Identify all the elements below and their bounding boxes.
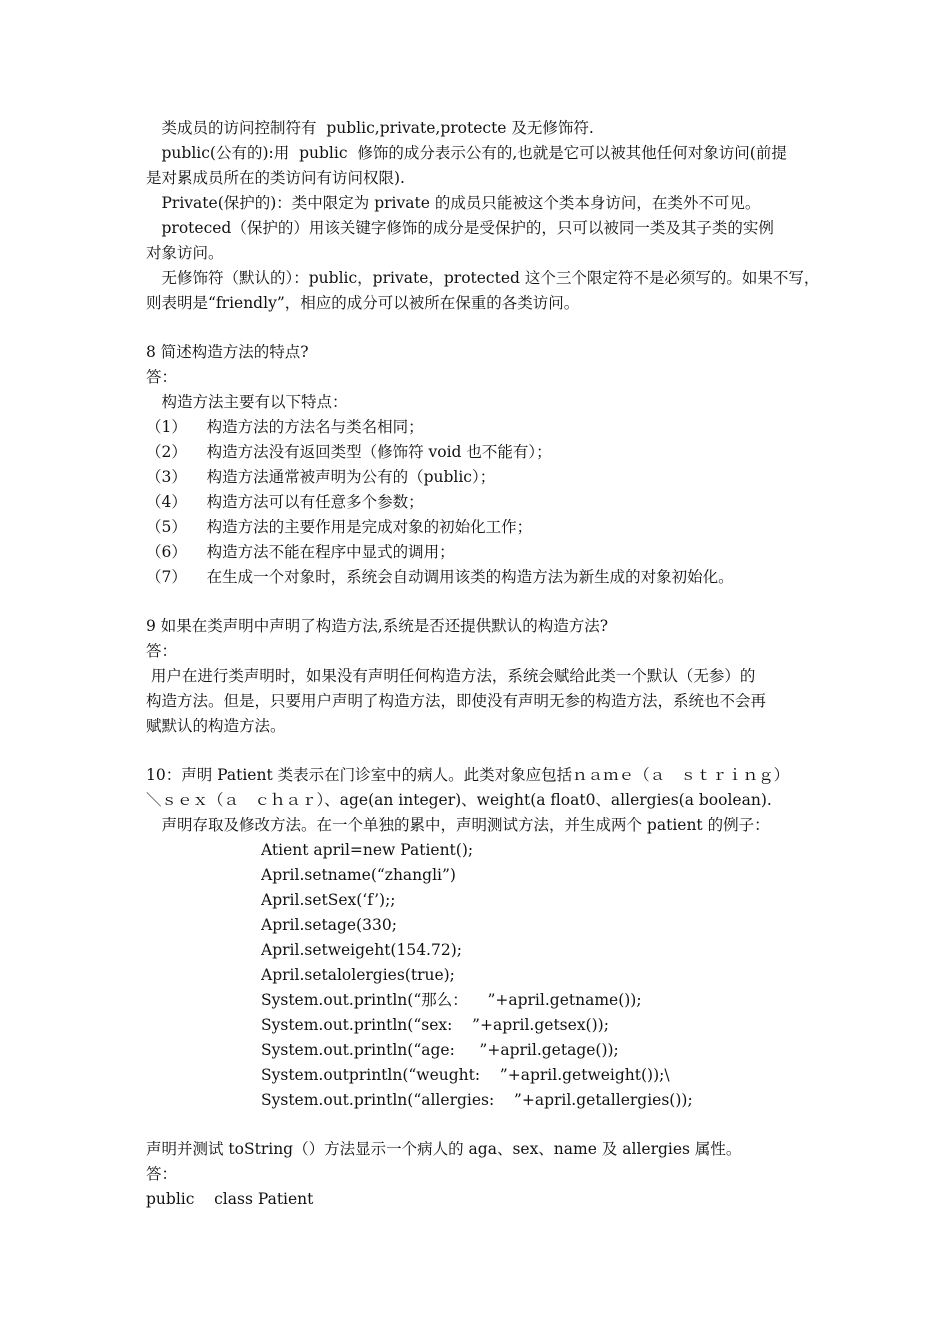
answer-label: 答： [146,1165,178,1183]
list-item: （7） 在生成一个对象时，系统会自动调用该类的构造方法为新生成的对象初始化。 [146,568,734,586]
tostring-question: 声明并测试 toString（）方法显示一个病人的 aga、sex、name 及 allergies 属性。 [146,1140,742,1158]
paragraph-line: 是对累成员所在的类访问有访问权限). [146,169,405,187]
code-line: April.setSex(‘f’);; [261,891,396,909]
paragraph-line: 无修饰符（默认的）：public，private，protected 这个三个限定符不是必须写的。如果不写， [146,269,820,287]
code-line: April.setweigeht(154.72); [261,941,462,959]
list-item: （2） 构造方法没有返回类型（修饰符 void 也不能有）； [146,443,552,461]
code-line: System.outprintln(“weught: ”+april.getweight());\ [261,1066,670,1084]
code-line: System.out.println(“allergies: ”+april.getallergies()); [261,1091,693,1109]
code-line: System.out.println(“sex: ”+april.getsex()); [261,1016,609,1034]
paragraph-line: 声明存取及修改方法。在一个单独的累中，声明测试方法，并生成两个 patient 的例子： [146,816,770,834]
paragraph-line: 对象访问。 [146,244,224,262]
paragraph-line: ＼ｓｅｘ（ａ ｃｈａｒ）、age(an integer)、weight(a float0、allergies(a boolean). [146,791,772,809]
paragraph-line: public(公有的):用 public 修饰的成分表示公有的,也就是它可以被其他任何对象访问(前提 [146,144,787,162]
question-10-heading: 10：声明 Patient 类表示在门诊室中的病人。此类对象应包括ｎａｍｅ（ａ ｓｔｒｉｎｇ） [146,766,790,784]
code-line: System.out.println(“那么： ”+april.getname()); [261,991,642,1009]
code-line: public class Patient [146,1190,314,1208]
paragraph-line: 类成员的访问控制符有 public,private,protecte 及无修饰符. [146,119,594,137]
paragraph-line: proteced（保护的）用该关键字修饰的成分是受保护的，只可以被同一类及其子类的实例 [146,219,774,237]
paragraph-line: 则表明是“friendly”，相应的成分可以被所在保重的各类访问。 [146,294,580,312]
answer-label: 答： [146,368,178,386]
code-line: April.setage(330; [261,916,397,934]
code-line: Atient april=new Patient(); [261,841,474,859]
paragraph-line: 构造方法。但是，只要用户声明了构造方法，即使没有声明无参的构造方法，系统也不会再 [146,692,767,710]
paragraph-line: 赋默认的构造方法。 [146,717,286,735]
code-line: System.out.println(“age: ”+april.getage()); [261,1041,619,1059]
answer-intro: 构造方法主要有以下特点： [146,393,348,411]
list-item: （1） 构造方法的方法名与类名相同； [146,418,424,436]
list-item: （4） 构造方法可以有任意多个参数； [146,493,424,511]
list-item: （3） 构造方法通常被声明为公有的（public）； [146,468,496,486]
paragraph-line: 用户在进行类声明时，如果没有声明任何构造方法，系统会赋给此类一个默认（无参）的 [146,667,756,685]
code-line: April.setalolergies(true); [261,966,455,984]
paragraph-line: Private(保护的)：类中限定为 private 的成员只能被这个类本身访问，在类外不可见。 [146,194,761,212]
question-8-heading: 8 简述构造方法的特点? [146,343,309,361]
code-line: April.setname(“zhangli”) [261,866,456,884]
question-9-heading: 9 如果在类声明中声明了构造方法,系统是否还提供默认的构造方法? [146,617,609,635]
answer-label: 答： [146,642,178,660]
list-item: （6） 构造方法不能在程序中显式的调用； [146,543,455,561]
list-item: （5） 构造方法的主要作用是完成对象的初始化工作； [146,518,533,536]
